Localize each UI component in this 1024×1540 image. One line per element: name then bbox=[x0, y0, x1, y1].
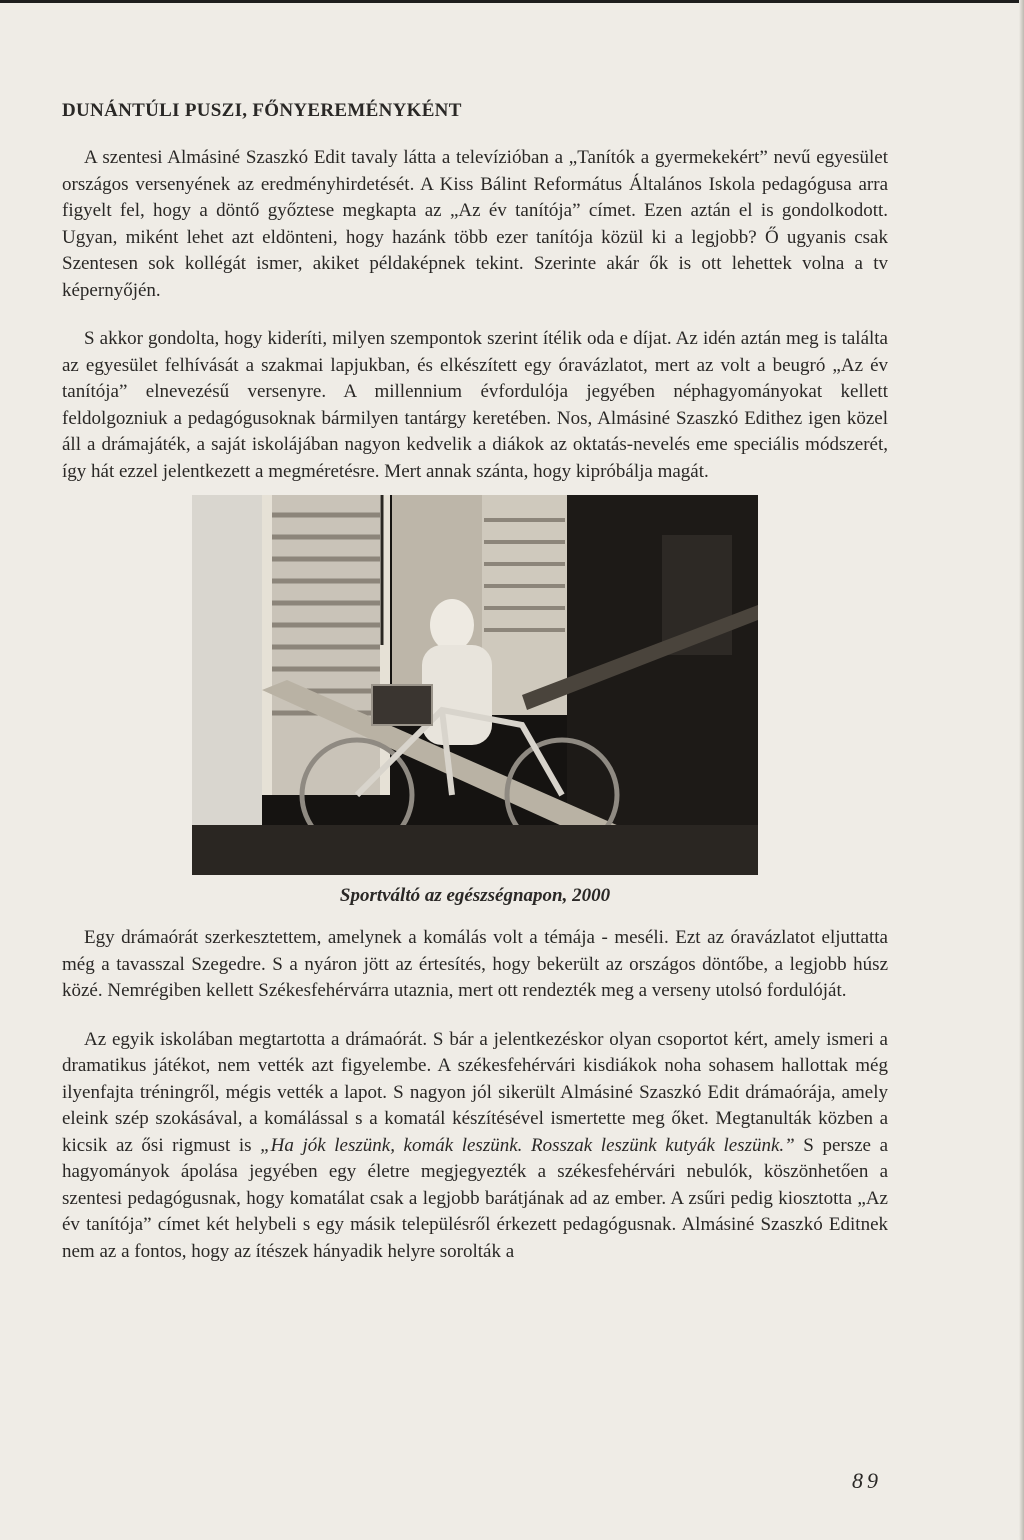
figure bbox=[192, 495, 758, 907]
rhyme-quote: „Ha jók leszünk, komák leszünk. Rosszak leszünk kutyák leszünk.” bbox=[260, 1134, 795, 1156]
paragraph-4-text-b: S persze a hagyományok ápolása jegyében egy életre megjegyezték a székesfehérvári nebulók, köszönhetően a szentesi pedagógusnak, hogy komatálat csak a legjobb barátjának ad az ember. A zsűri pedig kiosztotta „Az év tanítója” címet két helybeli s egy másik településről érkezett pedagógusnak. Almásiné Szaszkó Editnek nem az a fontos, hogy az ítészek hányadik helyre sorolták a bbox=[62, 1134, 888, 1262]
paragraph-4 bbox=[62, 1027, 888, 1266]
page-number: 89 bbox=[852, 1468, 882, 1493]
page-content bbox=[62, 100, 888, 1265]
paragraph-gap bbox=[62, 304, 888, 326]
figure-caption: Sportváltó az egészségnapon, 2000 bbox=[339, 885, 611, 906]
photo-illustration bbox=[192, 495, 758, 875]
article-heading: DUNÁNTÚLI PUSZI, FŐNYEREMÉNYKÉNT bbox=[62, 100, 462, 121]
paragraph-2: S akkor gondolta, hogy kideríti, milyen szempontok szerint ítélik oda e díjat. Az idén aztán meg is találta az egyesület felhívását a szakmai lapjukban, és elkészített egy óravázlatot, mert az volt a beugró „Az év tanítója” elnevezésű versenyre. A millennium évfordulója jegyében néphagyományokat kellett feldolgozniuk a pedagógusoknak bármilyen tantárgy keretében. Nos, Almásiné Szaszkó Edithez igen közel áll a drámajáték, a saját iskolájában nagyon kedvelik a diákok az oktatás-nevelés eme speciális módszerét, így hát ezzel jelentkezett a megméretésre. Mert annak szánta, hogy kipróbálja magát. bbox=[62, 328, 888, 482]
paragraph-4-text-a: Az egyik iskolában megtartotta a drámaórát. S bár a jelentkezéskor olyan csoportot kért, amely ismeri a dramatikus játékot, nem vették azt figyelembe. A székesfehérvári kisdiákok noha sohasem hallottak még ilyenfajta tréningről, mégis vették a lapot. S nagyon jól sikerült Almásiné Szaszkó Edit drámaórája, amely eleink szép szokásával, a komálással s a komatál készítésével ismertette meg őket. Megtanulták közben a kicsik az ősi rigmust is bbox=[62, 1028, 888, 1156]
top-rule bbox=[0, 0, 1024, 3]
paragraph-1: A szentesi Almásiné Szaszkó Edit tavaly látta a televízióban a „Tanítók a gyermekekért” nevű egyesület országos versenyének az eredményhirdetését. A Kiss Bálint Református Általános Iskola pedagógusa arra figyelt fel, hogy a döntő győztese megkapta az „Az év tanítója” címet. Ezen aztán el is gondolkodott. Ugyan, miként lehet azt eldönteni, hogy hazánk több ezer tanítója közül ki a legjobb? Ő ugyanis csak Szentesen sok kollégát ismer, akiket példaképnek tekint. Szerinte akár ők is ott lehettek volna a tv képernyőjén. bbox=[62, 147, 888, 301]
paragraph-gap bbox=[62, 1005, 888, 1027]
photo-sport-relay bbox=[192, 495, 758, 875]
paragraph-3: Egy drámaórát szerkesztettem, amelynek a komálás volt a témája - meséli. Ezt az óravázlatot eljuttatta még a tavasszal Szegedre. S a nyáron jött az értesítés, hogy bekerült az országos döntőbe, a legjobb húsz közé. Nemrégiben kellett Székesfehérvárra utaznia, mert ott rendezték meg a verseny utolsó fordulóját. bbox=[62, 927, 888, 1001]
page-edge-shadow bbox=[1019, 0, 1024, 1540]
